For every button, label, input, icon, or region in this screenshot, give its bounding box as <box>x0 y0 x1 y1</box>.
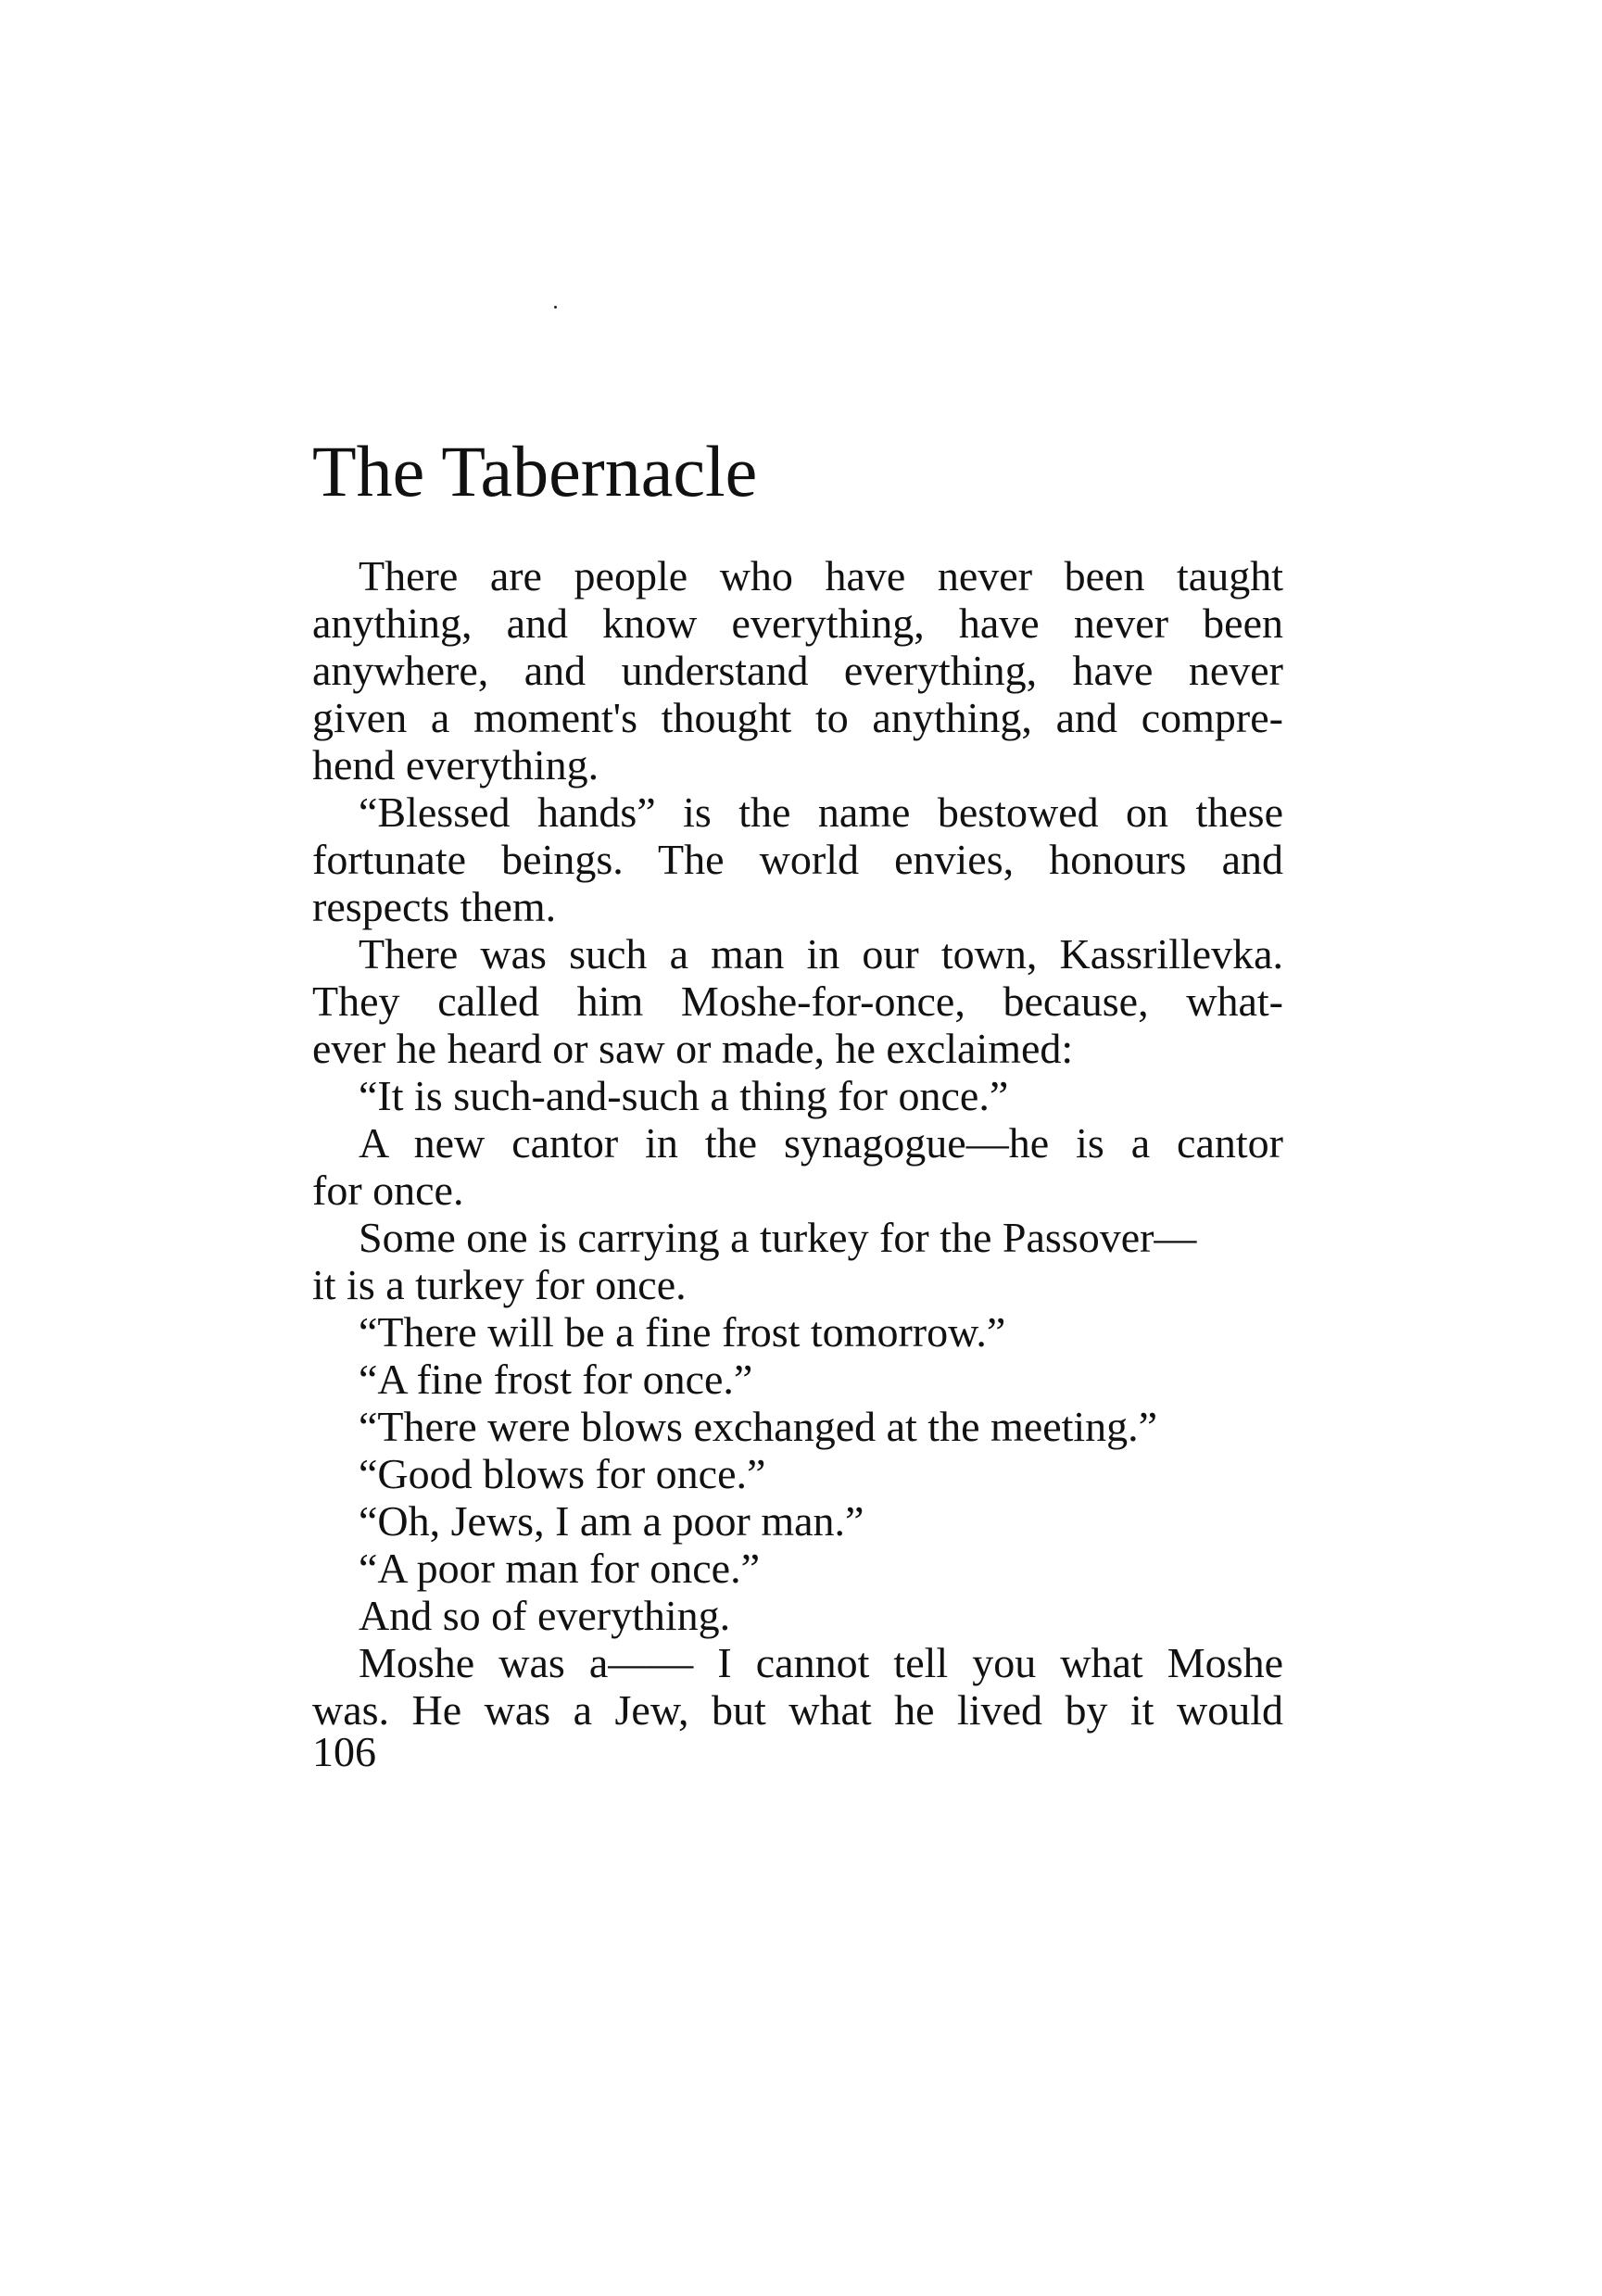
text-line: A new cantor in the synagogue—he is a cantor <box>359 1119 1283 1167</box>
text-line: hend everything. <box>312 741 599 788</box>
page-number: 106 <box>312 1728 376 1775</box>
text-line: given a moment's thought to anything, and compre- <box>312 694 1283 741</box>
text-line: Moshe was a—— I cannot tell you what Moshe <box>359 1639 1283 1686</box>
text-line: respects them. <box>312 883 557 930</box>
chapter-title: The Tabernacle <box>312 431 758 511</box>
text-line: “Oh, Jews, I am a poor man.” <box>359 1497 864 1545</box>
text-line: “It is such-and-such a thing for once.” <box>359 1072 1009 1119</box>
text-line: “There will be a fine frost tomorrow.” <box>359 1308 1006 1356</box>
text-line: And so of everything. <box>359 1592 731 1639</box>
text-line: “There were blows exchanged at the meeting.” <box>359 1403 1158 1450</box>
text-line: anything, and know everything, have never been <box>312 599 1283 647</box>
text-line: They called him Moshe-for-once, because, what- <box>312 978 1283 1025</box>
text-line: There are people who have never been taught <box>359 552 1283 599</box>
body-text <box>312 552 1283 1734</box>
text-line: Some one is carrying a turkey for the Passover— <box>359 1214 1197 1261</box>
text-line: anywhere, and understand everything, have never <box>312 647 1283 694</box>
text-line: “A poor man for once.” <box>359 1545 761 1592</box>
text-line: “Blessed hands” is the name bestowed on these <box>359 788 1283 836</box>
text-line: ever he heard or saw or made, he exclaimed: <box>312 1025 1074 1072</box>
text-line: it is a turkey for once. <box>312 1261 687 1308</box>
text-line: “Good blows for once.” <box>359 1450 766 1497</box>
text-line: fortunate beings. The world envies, honours and <box>312 836 1283 883</box>
text-line: was. He was a Jew, but what he lived by it would <box>312 1686 1283 1734</box>
print-speck <box>554 306 557 309</box>
text-line: There was such a man in our town, Kassrillevka. <box>359 930 1283 978</box>
text-line: for once. <box>312 1167 464 1214</box>
text-line: “A fine frost for once.” <box>359 1356 753 1403</box>
